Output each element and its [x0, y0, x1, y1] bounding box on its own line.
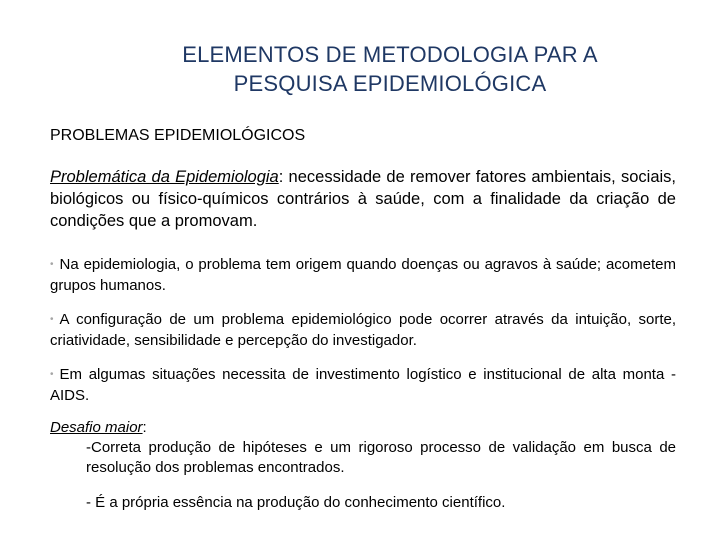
section-heading: PROBLEMAS EPIDEMIOLÓGICOS	[50, 127, 306, 144]
intro-text: : necessidade de remover fatores ambientais, sociais, biológicos ou físico-químicos contrários à saúde, com a finalidade da criação de condições que a promovam.	[50, 168, 676, 230]
bullet-marker-icon: •	[50, 369, 54, 380]
challenge-block	[50, 418, 676, 513]
bullet-item-1	[50, 254, 676, 296]
bullet-item-3	[50, 364, 676, 406]
slide-title-line-2: PESQUISA EPIDEMIOLÓGICA	[233, 71, 547, 96]
slide-title	[110, 40, 670, 98]
challenge-heading	[50, 418, 676, 438]
bullet-text-3: Em algumas situações necessita de investimento logístico e institucional de alta monta - AIDS.	[50, 366, 676, 404]
bullet-marker-icon: •	[50, 259, 54, 270]
slide-title-line-1: ELEMENTOS DE METODOLOGIA PAR A	[182, 42, 598, 67]
challenge-term: Desafio maior	[50, 419, 143, 436]
bullet-text-2: A configuração de um problema epidemiológico pode ocorrer através da intuição, sorte, criatividade, sensibilidade e percepção do investigador.	[50, 311, 676, 349]
challenge-point-2: - É a própria essência na produção do conhecimento científico.	[86, 494, 506, 511]
challenge-colon: :	[142, 419, 147, 436]
bullet-text-1: Na epidemiologia, o problema tem origem quando doenças ou agravos à saúde; acometem grupos humanos.	[50, 256, 676, 294]
bullet-marker-icon: •	[50, 314, 54, 325]
challenge-point-1: -Correta produção de hipóteses e um rigoroso processo de validação em busca de resolução dos problemas encontrados.	[86, 439, 676, 476]
intro-paragraph	[50, 166, 676, 232]
intro-term: Problemática da Epidemiologia	[50, 168, 279, 186]
bullet-item-2	[50, 309, 676, 351]
